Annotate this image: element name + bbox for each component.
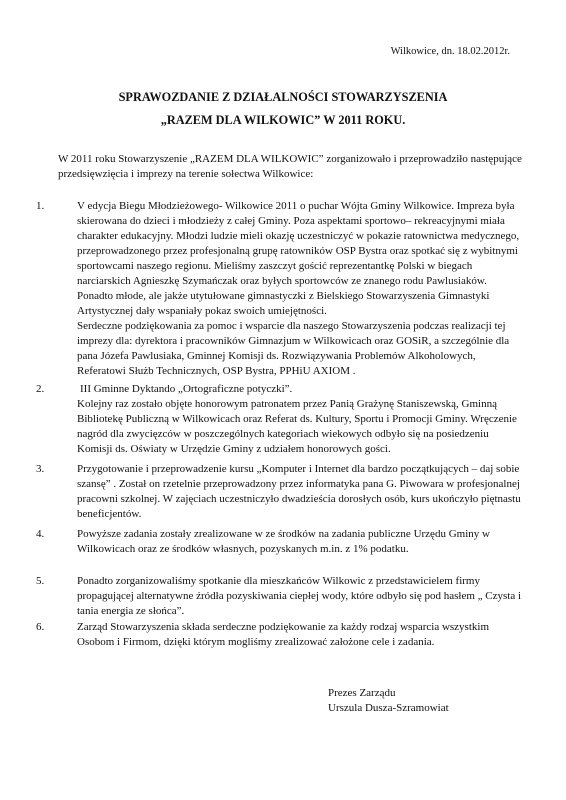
list-item-3	[36, 462, 536, 522]
item-paragraph: V edycja Biegu Młodzieżowego- Wilkowice 2011 o puchar Wójta Gminy Wilkowice. Impreza była skierowana do dzieci i młodzieży z całej Gminy. Poza aspektami sportowo– rekreacyjnymi miała charakter edukacyjny. Młodzi ludzie mieli okazję uczestniczyć w pokazie ratownictwa medycznego, przeprowadzonego przez profesjonalną grupę ratowników OSP Bystra oraz spotkać się z wybitnymi sportowcami naszego regionu. Mieliśmy zaszczyt gościć reprezentantkę Polski w biegach narciarskich Agnieszkę Szymańczak oraz byłych sportowców ze znanego rodu Pawlusiaków. Ponadto młode, ale jakże utytułowane gimnastyczki z Bielskiego Stowarzyszenia Gimnastyki Artystycznej dały wspaniały pokaz swoich umiejętności.	[77, 200, 520, 317]
signature-role: Prezes Zarządu	[328, 687, 396, 699]
signature-block	[328, 686, 449, 716]
list-item-4	[36, 527, 536, 557]
item-number: 3.	[36, 463, 45, 475]
item-body	[77, 527, 523, 557]
item-paragraph: Powyższe zadania zostały zrealizowane w ze środków na zadania publiczne Urzędu Gminy w Wilkowicach oraz ze środków własnych, pozyskanych m.in. z 1% podatku.	[77, 528, 490, 555]
item-paragraph: Serdeczne podziękowania za pomoc i wsparcie dla naszego Stowarzyszenia podczas realizacji tej imprezy dla: dyrektora i pracowników Gimnazjum w Wilkowicach oraz GOSiR, a szczególnie dla pana Józefa Pawlusiaka, Gminnej Komisji ds. Rozwiązywania Problemów Alkoholowych, Referatowi Służb Technicznych, OSP Bystra, PPHiU AXIOM .	[77, 320, 510, 377]
item-body	[77, 382, 526, 457]
item-number: 6.	[36, 621, 45, 633]
list-item-6	[36, 620, 536, 650]
item-body	[77, 620, 523, 650]
item-body	[77, 574, 523, 619]
list-item-1	[36, 199, 536, 379]
item-number: 5.	[36, 575, 45, 587]
item-number: 4.	[36, 528, 45, 540]
item-paragraph: Kolejny raz zostało objęte honorowym patronatem przez Panią Grażynę Staniszewską, Gminną Bibliotekę Publiczną w Wilkowicach oraz Referat ds. Kultury, Sportu i Promocji Gminy. Wręczenie nagród dla zwycięzców w poszczególnych kategoriach wiekowych odbyło się na posiedzeniu Komisji ds. Oświaty w Urzędzie Gminy z udziałem honorowych gości.	[77, 398, 517, 455]
item-body	[77, 199, 523, 379]
signature-name: Urszula Dusza-Szramowiat	[328, 702, 449, 714]
list-item-5	[36, 574, 536, 619]
item-paragraph: Ponadto zorganizowaliśmy spotkanie dla mieszkańców Wilkowic z przedstawicielem firmy propagującej alternatywne źródła pozyskiwania ciepłej wody, które odbyło się pod hasłem „ Czysta i tania energia ze słońca”.	[77, 575, 522, 617]
item-paragraph: Zarząd Stowarzyszenia składa serdeczne podziękowanie za każdy rodzaj wsparcia wszystkim Osobom i Firmom, dzięki którym mogliśmy zrealizować założone cele i zadania.	[77, 621, 490, 648]
item-paragraph: III Gminne Dyktando „Ortograficzne potyczki”.	[80, 383, 293, 395]
document-title-line-1: SPRAWOZDANIE Z DZIAŁALNOŚCI STOWARZYSZENIA	[118, 90, 448, 104]
item-paragraph: Przygotowanie i przeprowadzenie kursu „Komputer i Internet dla bardzo początkujących – daj sobie szansę” . Został on rzetelnie przeprowadzony przez informatyka pana G. Piwowara w profesjonalnej pracowni szkolnej. W zajęciach uczestniczyło dwadzieścia dorosłych osób, kurs ukończyło piętnastu beneficjentów.	[77, 463, 521, 520]
list-item-2	[36, 382, 536, 457]
dateline: Wilkowice, dn. 18.02.2012r.	[390, 46, 510, 57]
intro-paragraph: W 2011 roku Stowarzyszenie „RAZEM DLA WILKOWIC” zorganizowało i przeprowadziło następujące przedsięwzięcia i imprezy na terenie sołectwa Wilkowice:	[58, 153, 522, 180]
item-number: 1.	[36, 200, 45, 212]
item-number: 2.	[36, 383, 45, 395]
item-body	[77, 462, 523, 522]
document-title-line-2: „RAZEM DLA WILKOWIC” W 2011 ROKU.	[160, 113, 406, 127]
